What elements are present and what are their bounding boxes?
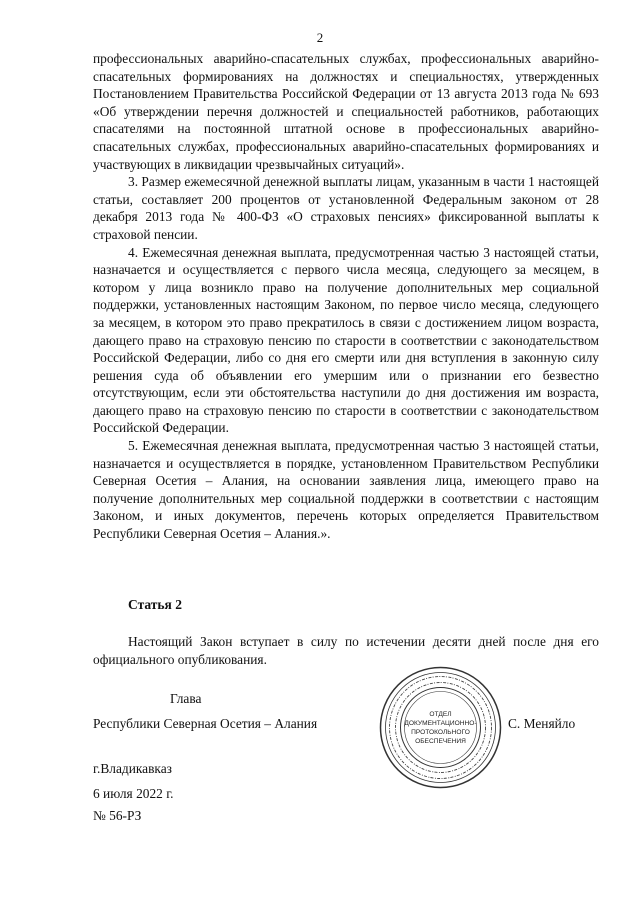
paragraph-5: 5. Ежемесячная денежная выплата, предусмотренная частью 3 настоящей статьи, назначается и осуществляется в порядке, установленном Правительством Республики Северная Осетия – Алания, на основании заявления лица, имеющего право на получение дополнительных мер социальной поддержки в соответствии с настоящим Законом, и иных документов, перечень которых определяется Правительством Республики Северная Осетия – Алания.». [93, 438, 599, 542]
paragraph-4: 4. Ежемесячная денежная выплата, предусмотренная частью 3 настоящей статьи, назначается и осуществляется с первого числа месяца, следующего за месяцем, в котором у лица возникло право на получение дополнительных мер социальной поддержки, установленных настоящим Законом, по первое число месяца, следующего за месяцем, в котором это право прекратилось в связи с достижением лицом возраста, дающего право на страховую пенсию по старости в соответствии с законодательством Российской Федерации, либо со дня его смерти или дня вступления в законную силу решения суда об объявлении его умершим или о признании его безвестно отсутствующим, если эти обстоятельства наступили до дня достижения им возраста, дающего право на страховую пенсию по старости в соответствии с законодательством Российской Федерации. [93, 244, 599, 436]
paragraph-continued: профессиональных аварийно-спасательных службах, профессиональных аварийно-спасательных формированиях на должностях и специальностях, утвержденных Постановлением Правительства Российской Федерации от 13 августа 2013 года № 693 «Об утверждении перечня должностей и специальностей работников, работающих спасателями на постоянной штатной основе в профессиональных аварийно-спасательных службах, профессиональных аварийно-спасательных формированиях и участвующих в ликвидации чрезвычайных ситуаций». [93, 51, 599, 172]
article-2-text: Настоящий Закон вступает в силу по истечении десяти дней после дня его официального опубликования. [93, 634, 599, 667]
law-body [93, 50, 599, 543]
law-number: № 56-РЗ [93, 808, 142, 823]
svg-text:ОБЕСПЕЧЕНИЯ: ОБЕСПЕЧЕНИЯ [415, 738, 466, 745]
signature-republic: Республики Северная Осетия – Алания [93, 716, 318, 731]
signing-date: 6 июля 2022 г. [93, 786, 174, 801]
paragraph-3: 3. Размер ежемесячной денежной выплаты лицам, указанным в части 1 настоящей статьи, составляет 200 процентов от установленной Федеральным законом от 28 декабря 2013 года № 400-ФЗ «О страховых пенсиях» фиксированной выплаты к страховой пенсии. [93, 174, 599, 242]
svg-text:ОТДЕЛ: ОТДЕЛ [429, 711, 452, 718]
article-2-title: Статья 2 [128, 597, 182, 612]
signature-title: Глава [170, 691, 202, 706]
signature-name: С. Меняйло [508, 716, 576, 731]
page-number: 2 [316, 30, 324, 45]
signing-place: г.Владикавказ [93, 761, 172, 776]
svg-text:ДОКУМЕНТАЦИОННО-: ДОКУМЕНТАЦИОННО- [404, 720, 477, 727]
official-stamp-seal [378, 665, 503, 790]
svg-text:ПРОТОКОЛЬНОГО: ПРОТОКОЛЬНОГО [411, 729, 470, 736]
